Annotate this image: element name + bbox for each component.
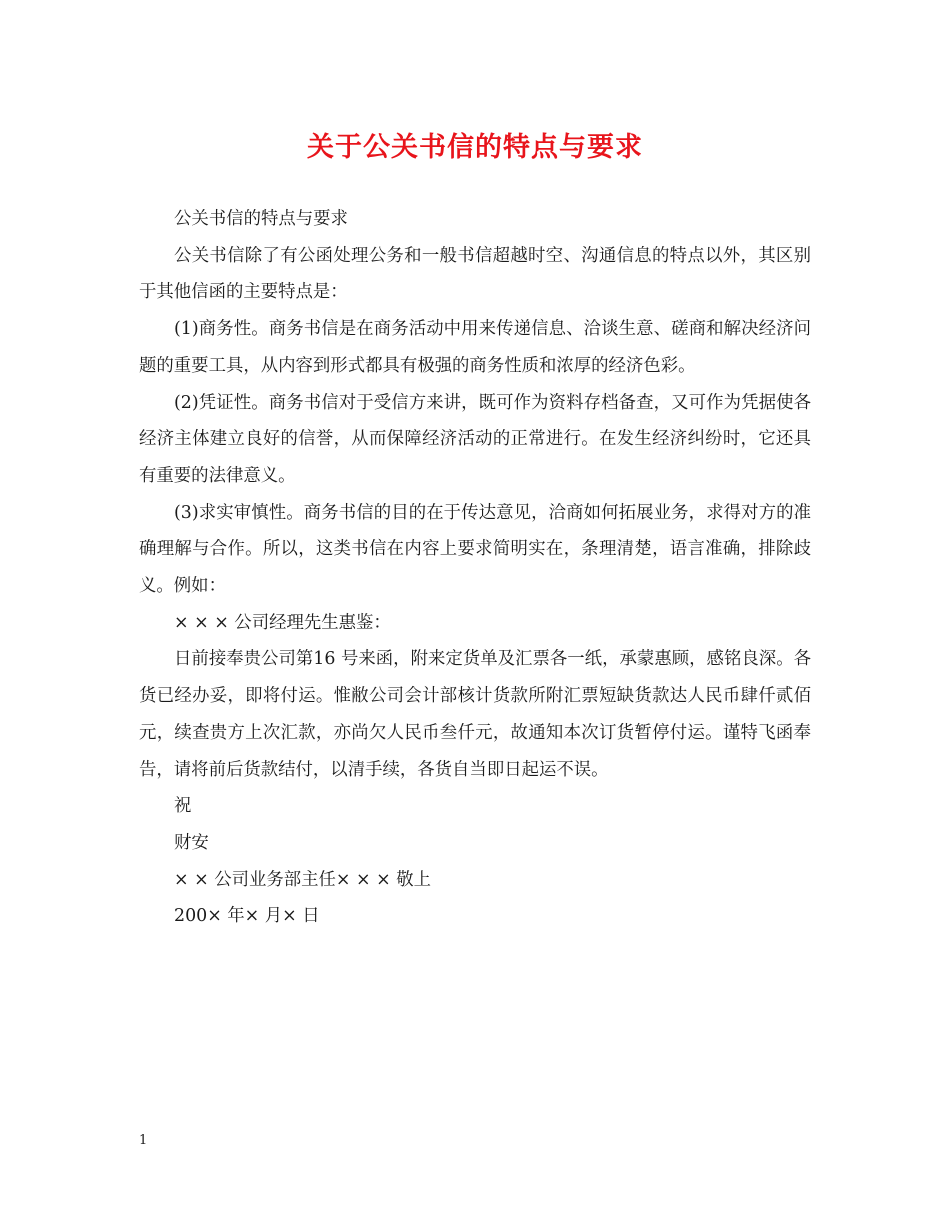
letter-signature: × × 公司业务部主任× × × 敬上 bbox=[174, 869, 432, 890]
letter-body: 日前接奉贵公司第16 号来函，附来定货单及汇票各一纸，承蒙惠顾，感铭良深。各货已经办妥，即将付运。惟敝公司会计部核计货款所附汇票短缺货款达人民币肆仟贰佰元，续查贵方上次汇款，亦尚欠人民币叁仟元，故通知本次订货暂停付运。谨特飞函奉告，请将前后货款结付，以清手续，各货自当即日起运不误。 bbox=[139, 649, 811, 780]
letter-salutation: × × × 公司经理先生惠鉴： bbox=[174, 612, 391, 633]
paragraph-intro: 公关书信除了有公函处理公务和一般书信超越时空、沟通信息的特点以外，其区别于其他信函的主要特点是： bbox=[139, 245, 811, 303]
paragraph-commercial: (1)商务性。商务书信是在商务活动中用来传递信息、洽谈生意、磋商和解决经济问题的重要工具，从内容到形式都具有极强的商务性质和浓厚的经济色彩。 bbox=[139, 319, 811, 376]
document-title: 关于公关书信的特点与要求 bbox=[307, 132, 643, 163]
document-body bbox=[139, 201, 811, 935]
paragraph-subtitle: 公关书信的特点与要求 bbox=[174, 209, 348, 229]
paragraph-prudence: (3)求实审慎性。商务书信的目的在于传达意见，洽商如何拓展业务，求得对方的准确理解与合作。所以，这类书信在内容上要求简明实在，条理清楚，语言准确，排除歧义。例如： bbox=[139, 502, 811, 597]
letter-date: 200× 年× 月× 日 bbox=[174, 906, 320, 927]
page-number: 1 bbox=[139, 1133, 148, 1148]
paragraph-evidence: (2)凭证性。商务书信对于受信方来讲，既可作为资料存档备查，又可作为凭据使各经济主体建立良好的信誉，从而保障经济活动的正常进行。在发生经济纠纷时，它还具有重要的法律意义。 bbox=[139, 392, 811, 486]
letter-closing-blessing: 财安 bbox=[174, 832, 209, 853]
letter-closing-wish: 祝 bbox=[174, 796, 192, 817]
